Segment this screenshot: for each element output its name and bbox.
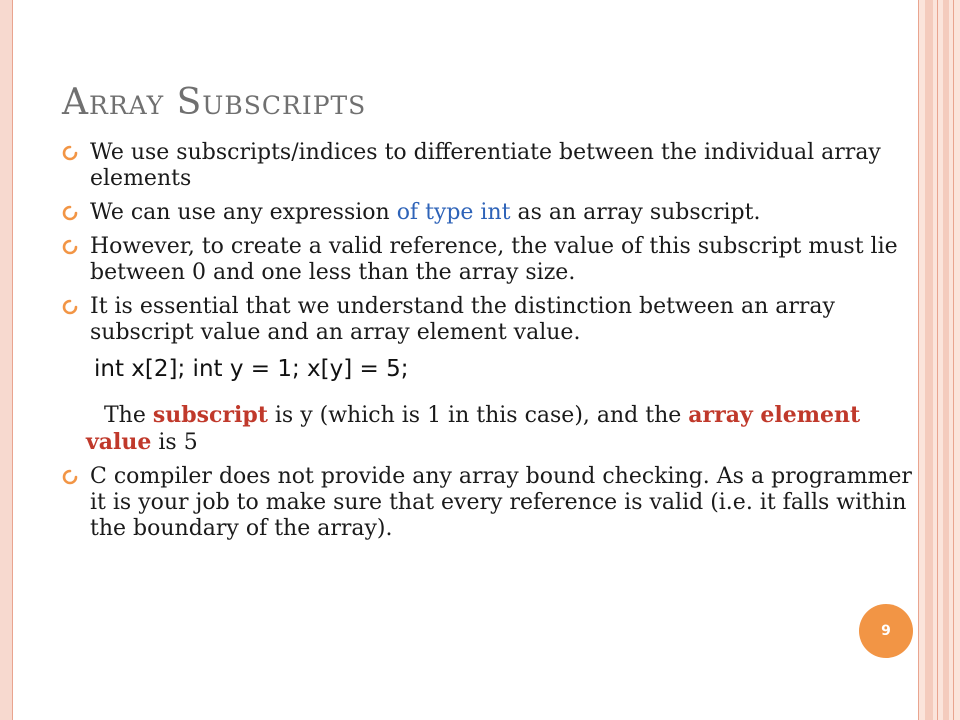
note-text: The xyxy=(104,403,153,428)
bullet-marker-icon xyxy=(62,205,78,221)
frame-band xyxy=(943,0,949,720)
bullet-text: We can use any expression xyxy=(90,200,397,225)
bullet-item xyxy=(62,234,912,286)
bullet-marker-icon xyxy=(62,469,78,485)
emphasis-element-value: array element value xyxy=(86,402,861,455)
bullet-text: We use subscripts/indices to differentiate between the individual array elements xyxy=(90,140,881,191)
highlight-text: of type int xyxy=(396,200,511,225)
bullet-list xyxy=(62,140,912,550)
slide-frame-left xyxy=(0,0,13,720)
bullet-marker-icon xyxy=(62,239,78,255)
explanation-note xyxy=(62,402,912,456)
bullet-marker-icon xyxy=(62,145,78,161)
frame-band xyxy=(925,0,933,720)
note-text: is 5 xyxy=(151,430,198,455)
bullet-item xyxy=(62,464,912,542)
bullet-marker-icon xyxy=(62,299,78,315)
slide-frame-right xyxy=(918,0,960,720)
bullet-text: However, to create a valid reference, the value of this subscript must lie between 0 and one less than the array size. xyxy=(90,234,898,285)
slide-title: Array Subscripts xyxy=(62,82,367,123)
bullet-item xyxy=(62,200,912,226)
note-text: is y (which is 1 in this case), and the xyxy=(267,403,689,428)
bullet-text: as an array subscript. xyxy=(510,200,761,225)
bullet-item xyxy=(62,140,912,192)
bullet-text: C compiler does not provide any array bound checking. As a programmer it is your job to make sure that every reference is valid (i.e. it falls within the boundary of the array). xyxy=(90,464,912,541)
frame-stripe xyxy=(937,0,938,720)
bullet-text: It is essential that we understand the distinction between an array subscript value and an array element value. xyxy=(90,294,835,345)
bullet-item xyxy=(62,294,912,346)
code-example: int x[2]; int y = 1; x[y] = 5; xyxy=(94,356,409,382)
frame-stripe xyxy=(953,0,954,720)
emphasis-subscript: subscript xyxy=(152,402,268,428)
page-number-badge: 9 xyxy=(859,604,913,658)
